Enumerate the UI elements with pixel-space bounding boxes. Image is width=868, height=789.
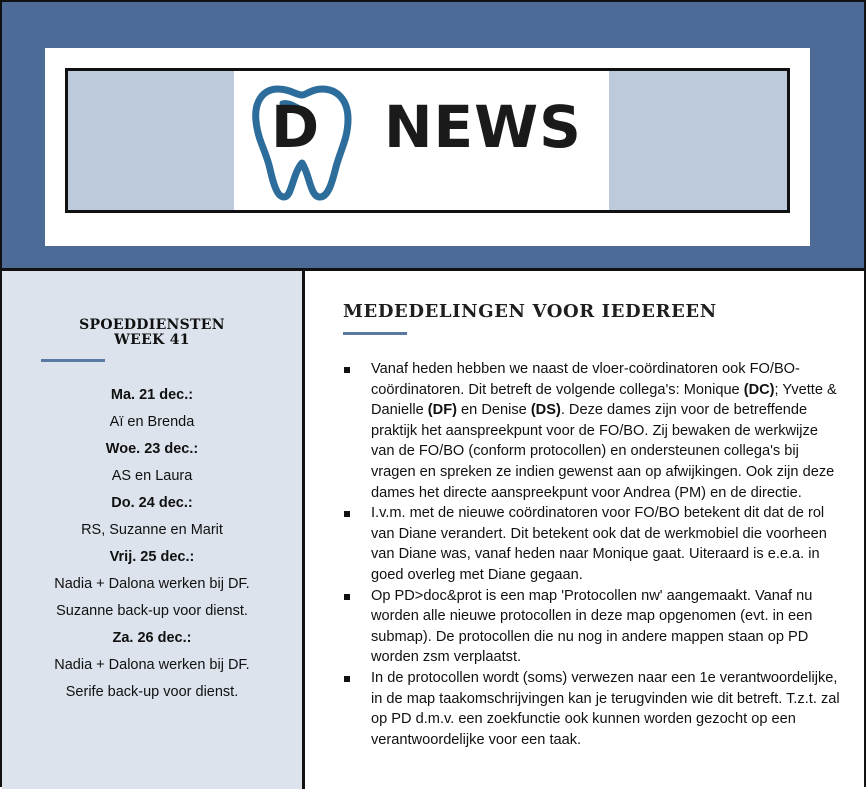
announcement-item: Op PD>doc&prot is een map 'Protocollen nw' aangemaakt. Vanaf nu worden alle nieuwe protocollen in deze map opgenomen (evt. in een submap). De protocollen die nu nog in andere mappen staan op PD worden zsm verplaatst. bbox=[343, 586, 843, 668]
header-inner bbox=[45, 48, 810, 246]
logo-word: NEWS bbox=[384, 93, 582, 161]
announcement-item: I.v.m. met de nieuwe coördinatoren voor FO/BO betekent dit dat de rol van Diane verandert. Dit betekent ook dat de werkmobiel die voorheen van Diane was, vanaf heden naar Monique gaat. Uiteraard is e.e.a. in goed overleg met Diane gegaan. bbox=[343, 503, 843, 585]
practice-code: (DC) bbox=[743, 381, 775, 398]
practice-code: (DF) bbox=[427, 402, 457, 419]
schedule-entry: Nadia + Dalona werken bij DF. bbox=[54, 576, 250, 592]
header-banner bbox=[2, 2, 864, 271]
schedule-day: Za. 26 dec.: bbox=[112, 630, 192, 646]
schedule-day: Do. 24 dec.: bbox=[111, 495, 193, 511]
schedule-entry: AS en Laura bbox=[111, 468, 193, 484]
logo bbox=[234, 71, 609, 210]
sidebar-title-line2: WEEK 41 bbox=[114, 332, 190, 348]
announcement-text: . Deze dames zijn voor de betreffende praktijk het aanspreekpunt voor de FO/BO. Zij bewaken de werkwijze van de FO/BO (conform protocollen) en ondersteunen collega's bij vragen en spreken ze indien gewenst aan op afwijkingen. Ook zijn deze dames het directe aanspreekpunt voor Andrea (PM) en de directie. bbox=[371, 402, 835, 501]
announcements-section bbox=[305, 271, 864, 789]
schedule-entry: Aï en Brenda bbox=[109, 414, 195, 430]
sidebar-title bbox=[2, 318, 302, 348]
logo-frame bbox=[65, 68, 790, 213]
schedule-day: Ma. 21 dec.: bbox=[110, 387, 194, 403]
announcement-item bbox=[343, 359, 843, 503]
schedule-entry: Suzanne back-up voor dienst. bbox=[56, 603, 248, 619]
sidebar-divider bbox=[41, 359, 105, 362]
schedule-entry: Nadia + Dalona werken bij DF. bbox=[54, 657, 250, 673]
schedule-day: Vrij. 25 dec.: bbox=[109, 549, 195, 565]
sidebar-title-line1: SPOEDDIENSTEN bbox=[79, 317, 225, 333]
sidebar bbox=[2, 271, 305, 789]
schedule-list bbox=[2, 382, 302, 706]
schedule-entry: RS, Suzanne en Marit bbox=[81, 522, 223, 538]
announcement-list bbox=[343, 359, 843, 750]
logo-letter: D bbox=[271, 93, 320, 161]
announcement-text: ; Yvette & Danielle bbox=[371, 381, 837, 419]
section-divider bbox=[343, 332, 407, 335]
announcement-item: In de protocollen wordt (soms) verwezen naar een 1e verantwoordelijke, in de map taakomschrijvingen kan je terugvinden wie dit betreft. T.z.t. zal op PD d.m.v. een zoekfunctie ook kunnen worden gezocht op een verantwoordelijke voor een taak. bbox=[343, 668, 843, 750]
schedule-day: Woe. 23 dec.: bbox=[105, 441, 199, 457]
announcement-text: en Denise bbox=[456, 402, 531, 419]
practice-code: (DS) bbox=[530, 402, 561, 419]
announcement-text: Vanaf heden hebben we naast de vloer-coördinatoren ook FO/BO-coördinatoren. Dit betreft de volgende collega's: Monique bbox=[371, 361, 800, 398]
section-title: MEDEDELINGEN VOOR IEDEREEN bbox=[343, 301, 717, 322]
schedule-entry: Serife back-up voor dienst. bbox=[65, 684, 239, 700]
